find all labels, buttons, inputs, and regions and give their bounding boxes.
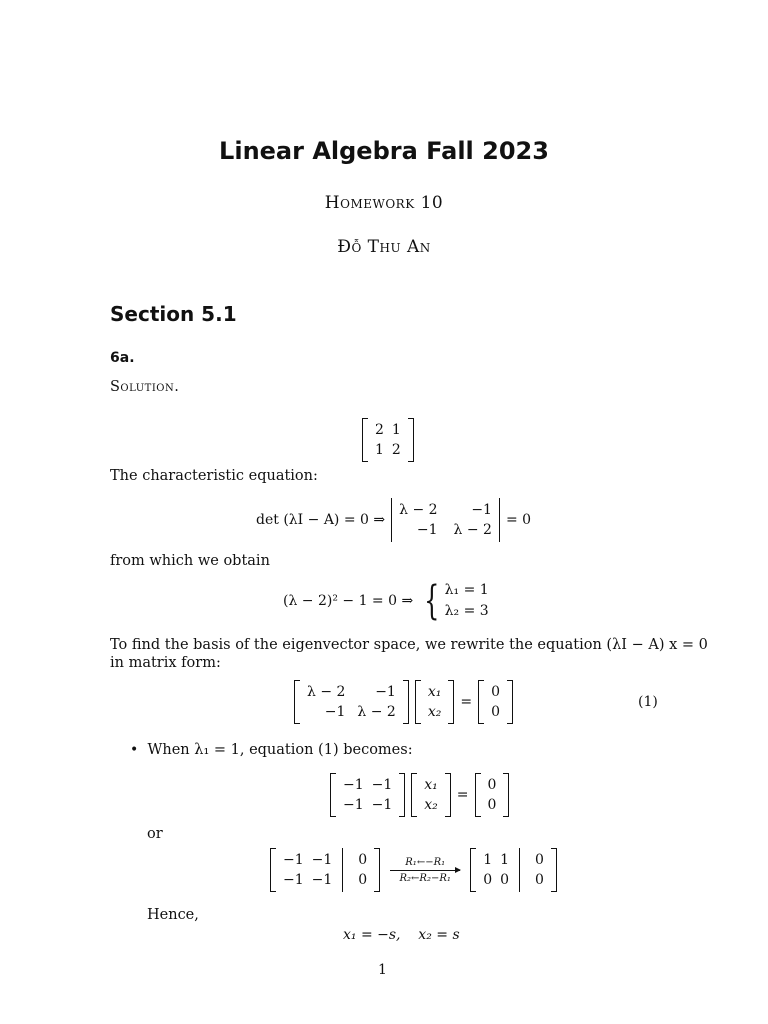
solution-equation: x₁ = −s, x₂ = s: [343, 927, 460, 943]
left-brace: {: [424, 578, 440, 624]
hence-text: Hence,: [147, 907, 199, 923]
system-cell: −1: [375, 684, 396, 700]
problem-label: 6a.: [110, 350, 135, 366]
aug-rhs-cell: 0: [358, 852, 368, 868]
det-rhs: = 0: [505, 512, 532, 528]
author-name: Đỗ Thu An: [337, 237, 431, 257]
or-text: or: [147, 826, 163, 842]
aug-cell: 0: [500, 872, 510, 888]
x-vector-cell: x₂: [427, 704, 442, 720]
row-op-top: R₁←−R₁: [405, 856, 446, 868]
aug-cell: −1: [283, 872, 304, 888]
equation-number: (1): [638, 694, 658, 710]
zero-vector-cell: 0: [487, 777, 497, 793]
case1-zero-vector: [475, 773, 510, 817]
aug-cell: 1: [500, 852, 510, 868]
zero-vector-cell: 0: [487, 797, 497, 813]
equals-sign: =: [456, 787, 469, 803]
row-operation-arrow: [390, 857, 460, 884]
basis-text-line2: in matrix form:: [110, 655, 221, 671]
case1-cell: −1: [371, 797, 393, 813]
section-heading: Section 5.1: [110, 302, 237, 326]
aug-cell: 1: [483, 852, 493, 868]
case1-cell: −1: [343, 797, 364, 813]
augmented-matrix-left: [270, 848, 380, 892]
det-cell: −1: [471, 502, 492, 518]
augment-divider: [519, 848, 520, 892]
row-reduction: [270, 848, 557, 892]
aug-cell: −1: [311, 852, 333, 868]
aug-rhs-cell: 0: [358, 872, 368, 888]
case1-cell: −1: [371, 777, 393, 793]
eigenvalue-1: λ₁ = 1: [444, 582, 489, 598]
det-cell: λ − 2: [453, 522, 492, 538]
x-vector-cell: x₁: [427, 684, 442, 700]
poly-lhs: (λ − 2)² − 1 = 0 ⇒: [283, 593, 414, 609]
aug-rhs-cell: 0: [535, 852, 544, 868]
solution-label: Solution.: [110, 379, 180, 395]
characteristic-equation-text: The characteristic equation:: [110, 468, 318, 484]
case1-matrix: [330, 773, 405, 817]
augmented-matrix-right: [470, 848, 557, 892]
x-vector-cell: x₁: [424, 777, 438, 793]
system-cell: λ − 2: [307, 684, 346, 700]
matrix-a-cell: 2: [391, 442, 401, 458]
row-op-bottom: R₂←R₂−R₁: [399, 872, 451, 884]
document-title: Linear Algebra Fall 2023: [219, 137, 549, 165]
det-cell: λ − 2: [399, 502, 438, 518]
obtain-text: from which we obtain: [110, 553, 270, 569]
aug-cell: −1: [311, 872, 333, 888]
case1-x-vector: [411, 773, 451, 817]
homework-subtitle: Homework 10: [324, 193, 444, 213]
aug-rhs-cell: 0: [535, 872, 544, 888]
page-number: 1: [378, 962, 387, 978]
case1-equation: [330, 773, 509, 817]
x-vector-cell: x₂: [424, 797, 438, 813]
zero-vector-cell: 0: [491, 704, 501, 720]
matrix-equation-1: [294, 680, 513, 724]
system-matrix: [294, 680, 409, 724]
det-lhs: det (λI − A) = 0 ⇒: [256, 512, 386, 528]
matrix-a-cell: 1: [391, 422, 401, 438]
det-cell: −1: [416, 522, 438, 538]
aug-cell: 0: [483, 872, 493, 888]
determinant-equation: [256, 498, 531, 542]
matrix-a: [362, 418, 414, 462]
equals-sign: =: [460, 694, 473, 710]
matrix-a-cell: 1: [375, 442, 384, 458]
system-cell: −1: [324, 704, 346, 720]
case1-cell: −1: [343, 777, 364, 793]
arrow-icon: [390, 870, 460, 871]
det-matrix: [391, 498, 500, 542]
zero-vector: [478, 680, 513, 724]
bullet-dot: •: [130, 742, 139, 758]
system-cell: λ − 2: [357, 704, 396, 720]
matrix-a-cell: 2: [375, 422, 384, 438]
bullet-text: When λ₁ = 1, equation (1) becomes:: [147, 742, 413, 758]
bullet-item: [130, 741, 413, 759]
eigenvalue-2: λ₂ = 3: [444, 603, 489, 619]
augment-divider: [342, 848, 343, 892]
zero-vector-cell: 0: [491, 684, 501, 700]
aug-cell: −1: [283, 852, 304, 868]
characteristic-polynomial: [283, 580, 489, 622]
basis-text-line1: To find the basis of the eigenvector space, we rewrite the equation (λI − A) x = 0: [110, 637, 708, 653]
x-vector: [415, 680, 455, 724]
